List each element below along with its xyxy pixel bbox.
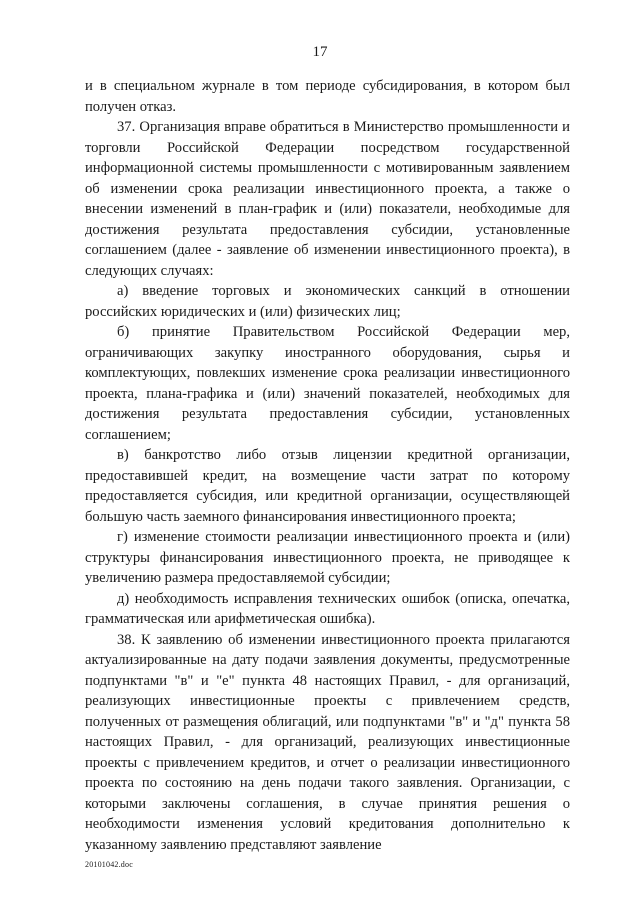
subparagraph-v: в) банкротство либо отзыв лицензии кредитной организации, предоставившей кредит, на возмещение части затрат по которому предоставляется субсидия, или кредитной организации, осуществляющей большую часть заемного финансирования инвестиционного проекта;	[85, 447, 570, 525]
subparagraph-g: г) изменение стоимости реализации инвестиционного проекта и (или) структуры финансирования инвестиционного проекта, не приводящее к увеличению размера предоставляемой субсидии;	[85, 529, 570, 586]
footer-file-code: 20101042.doc	[85, 860, 133, 869]
subparagraph-a: а) введение торговых и экономических санкций в отношении российских юридических и (или) физических лиц;	[85, 283, 570, 320]
page-number: 17	[312, 44, 328, 60]
paragraph-item-37: 37. Организация вправе обратиться в Министерство промышленности и торговли Российской Федерации посредством государственной информационной системы промышленности с мотивированным заявлением об изменении срока реализации инвестиционного проекта, а также о внесении изменений в план-график и (или) показатели, необходимые для достижения результата предоставления субсидии, установленные соглашением (далее - заявление об изменении инвестиционного проекта), в следующих случаях:	[85, 119, 570, 279]
subparagraph-d: д) необходимость исправления технических ошибок (описка, опечатка, грамматическая или арифметическая ошибка).	[85, 590, 570, 627]
subparagraph-b: б) принятие Правительством Российской Федерации мер, ограничивающих закупку иностранного оборудования, сырья и комплектующих, повлекших изменение срока реализации инвестиционного проекта, плана-графика и (или) значений показателей, необходимых для достижения результата предоставления субсидии, установленных соглашением;	[85, 324, 570, 443]
paragraph: и в специальном журнале в том периоде субсидирования, в котором был получен отказ.	[85, 78, 570, 115]
paragraph-item-38: 38. К заявлению об изменении инвестиционного проекта прилагаются актуализированные на дату подачи заявления документы, предусмотренные подпунктами "в" и "е" пункта 48 настоящих Правил, - для организаций, реализующих инвестиционные проекты с привлечением средств, полученных от размещения облигаций, или подпунктами "в" и "д" пункта 58 настоящих Правил, - для организаций, реализующих инвестиционные проекты с привлечением кредитов, и отчет о реализации инвестиционного проекта по состоянию на день подачи такого заявления. Организации, с которыми заключены соглашения, в случае принятия решения о необходимости изменения условий кредитования дополнительно к указанному заявлению представляют заявление	[85, 631, 570, 853]
document-body	[85, 76, 570, 855]
